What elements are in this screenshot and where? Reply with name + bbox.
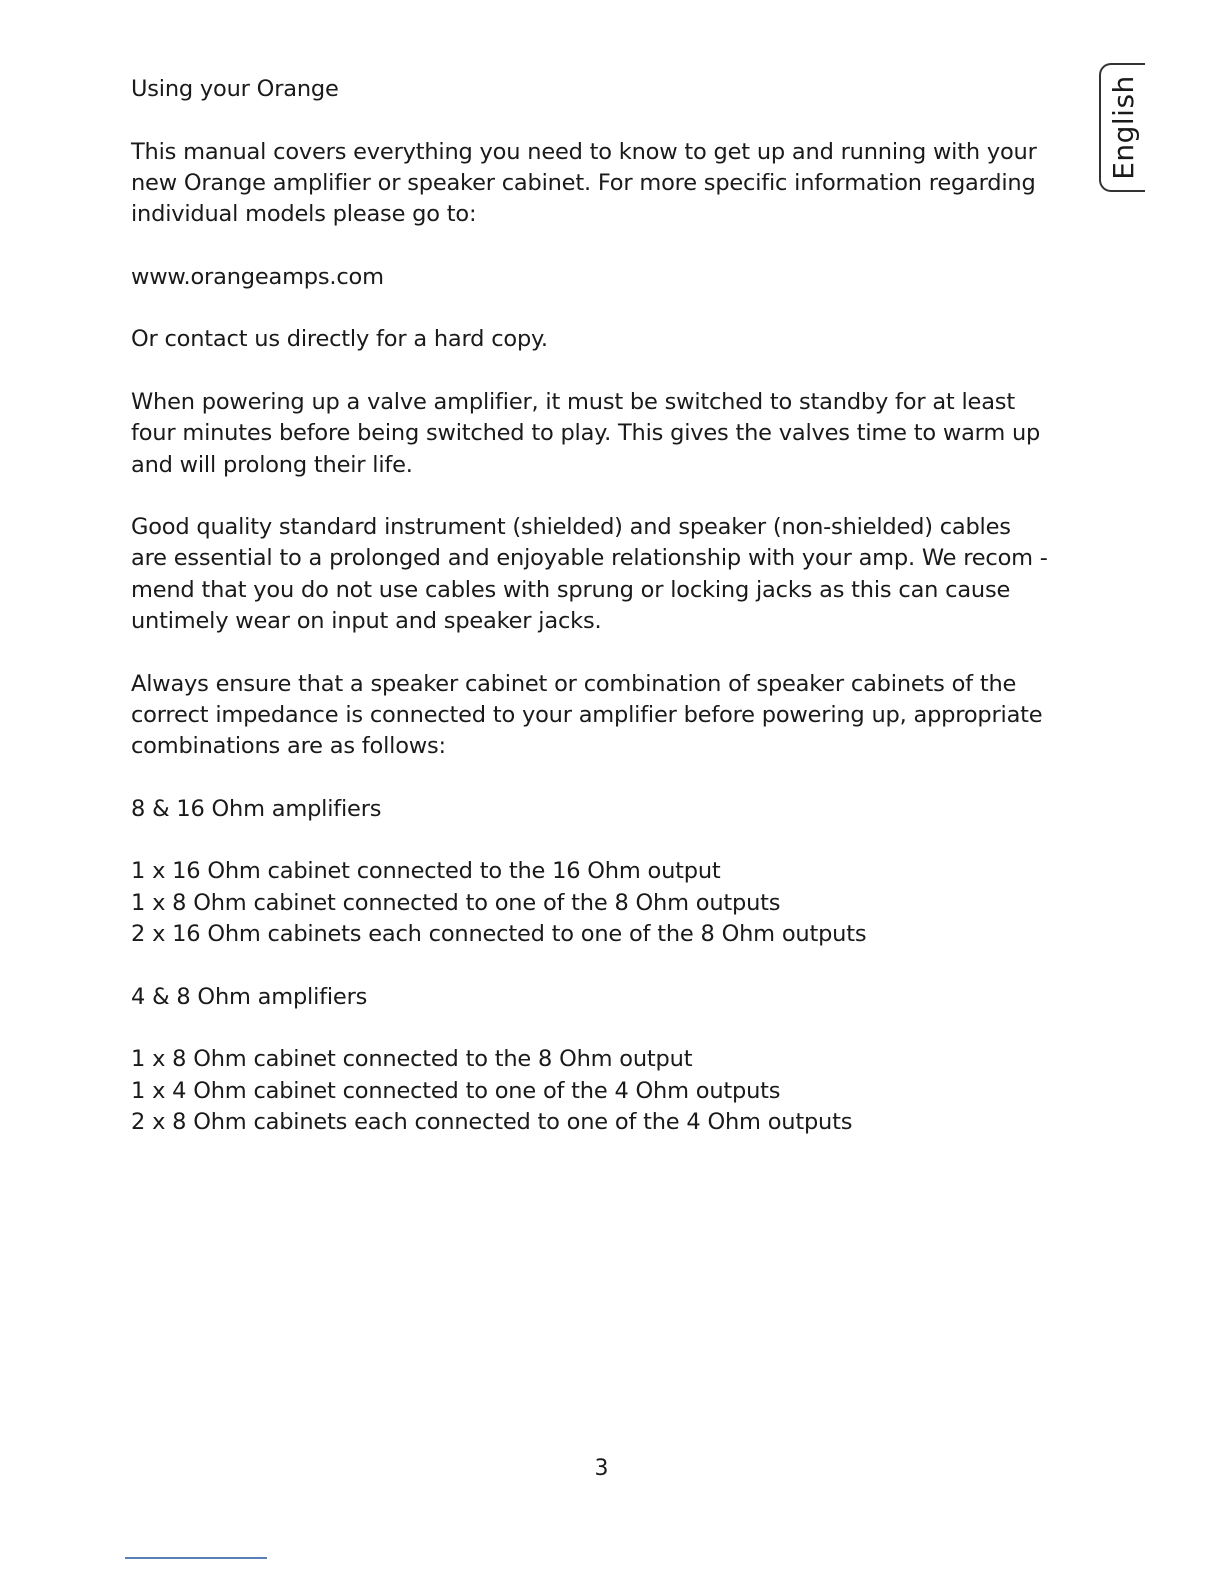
contact-line: Or contact us directly for a hard copy.: [131, 326, 548, 353]
paragraph-line: four minutes before being switched to play. This gives the valves time to warm up: [131, 420, 1041, 447]
paragraph-line: new Orange amplifier or speaker cabinet. For more specific information regarding: [131, 169, 1036, 196]
page-number: 3: [594, 1456, 609, 1481]
spacer: [131, 293, 1051, 324]
spacer: [131, 230, 1051, 261]
spacer: [131, 481, 1051, 512]
paragraph-line: untimely wear on input and speaker jacks.: [131, 608, 602, 635]
language-tab-label: English: [1106, 75, 1140, 180]
language-tab: [1099, 63, 1145, 192]
spacer: [131, 825, 1051, 856]
page-content: [131, 74, 1051, 1138]
combination-item: 1 x 16 Ohm cabinet connected to the 16 Ohm output: [131, 858, 721, 885]
paragraph-line: are essential to a prolonged and enjoyable relationship with your amp. We recom -: [131, 545, 1048, 572]
group-title-4-8: 4 & 8 Ohm amplifiers: [131, 983, 368, 1010]
paragraph-line: and will prolong their life.: [131, 451, 413, 478]
spacer: [131, 637, 1051, 668]
standby-paragraph: [131, 387, 1051, 481]
section-heading: Using your Orange: [131, 76, 339, 102]
combination-list-4-8: [131, 1044, 1051, 1138]
paragraph-line: Always ensure that a speaker cabinet or combination of speaker cabinets of the: [131, 670, 1017, 697]
paragraph-line: When powering up a valve amplifier, it must be switched to standby for at least: [131, 388, 1015, 415]
paragraph-line: individual models please go to:: [131, 201, 477, 228]
spacer: [131, 105, 1051, 136]
combination-item: 1 x 4 Ohm cabinet connected to one of the 4 Ohm outputs: [131, 1077, 781, 1104]
spacer: [131, 1013, 1051, 1044]
combination-list-8-16: [131, 856, 1051, 950]
combination-item: 1 x 8 Ohm cabinet connected to the 8 Ohm output: [131, 1046, 693, 1073]
website-link[interactable]: www.orangeamps.com: [131, 263, 384, 290]
impedance-paragraph: [131, 669, 1051, 763]
combination-item: 2 x 16 Ohm cabinets each connected to one of the 8 Ohm outputs: [131, 921, 867, 948]
group-title-8-16: 8 & 16 Ohm amplifiers: [131, 795, 382, 822]
spacer: [131, 950, 1051, 981]
paragraph-line: mend that you do not use cables with sprung or locking jacks as this can cause: [131, 576, 1011, 603]
intro-paragraph: [131, 137, 1051, 231]
footer-divider: [125, 1557, 267, 1559]
paragraph-line: combinations are as follows:: [131, 733, 446, 760]
spacer: [131, 356, 1051, 387]
cables-paragraph: [131, 512, 1051, 637]
combination-item: 2 x 8 Ohm cabinets each connected to one of the 4 Ohm outputs: [131, 1108, 853, 1135]
paragraph-line: correct impedance is connected to your amplifier before powering up, appropriate: [131, 701, 1043, 728]
spacer: [131, 763, 1051, 794]
combination-item: 1 x 8 Ohm cabinet connected to one of the 8 Ohm outputs: [131, 889, 781, 916]
paragraph-line: Good quality standard instrument (shielded) and speaker (non-shielded) cables: [131, 514, 1011, 541]
paragraph-line: This manual covers everything you need to know to get up and running with your: [131, 138, 1037, 165]
